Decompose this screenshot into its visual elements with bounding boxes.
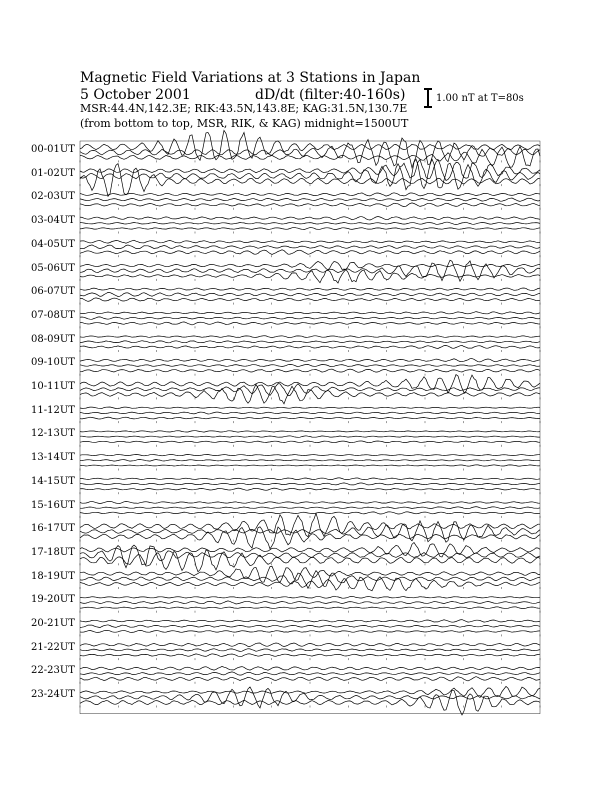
hour-label: 03-04UT [31,215,75,227]
trace-msr [80,217,540,221]
hour-label: 07-08UT [31,309,75,321]
trace-msr [80,336,540,338]
trace-rik [80,460,540,462]
trace-rik [80,601,540,604]
trace-rik [80,436,540,438]
trace-rik [80,138,540,168]
trace-msr [80,407,540,409]
trace-kag [80,203,540,207]
trace-kag [80,512,540,514]
trace-msr [80,359,540,362]
trace-msr [80,261,540,270]
trace-msr [80,193,540,196]
trace-rik [80,292,540,296]
trace-rik [80,222,540,224]
trace-kag [80,369,540,372]
trace-kag [80,384,540,403]
chart-title: Magnetic Field Variations at 3 Stations in Japan [80,70,421,86]
trace-msr [80,666,540,670]
trace-msr [80,240,540,243]
hour-label: 04-05UT [31,238,75,250]
trace-msr [80,478,540,480]
trace-kag [80,227,540,229]
trace-kag [80,164,540,197]
trace-msr [80,288,540,290]
trace-rik [80,507,540,509]
trace-kag [80,322,540,325]
trace-rik [80,341,540,343]
hour-label: 22-23UT [31,665,75,677]
hour-label: 16-17UT [31,523,75,535]
trace-msr [80,431,540,432]
hour-label: 20-21UT [31,618,75,629]
trace-rik [80,649,540,652]
hour-label: 21-22UT [31,641,75,653]
trace-rik [80,625,540,628]
hour-label: 12-13UT [31,428,75,440]
trace-kag [80,345,540,348]
hour-label: 02-03UT [31,191,75,203]
trace-rik [80,687,540,708]
hour-label: 09-10UT [31,357,75,369]
trace-kag [80,550,540,572]
hour-label: 13-14UT [31,452,75,464]
hour-label: 10-11UT [31,381,75,392]
hour-label: 18-19UT [31,570,75,582]
hour-label: 01-02UT [31,167,75,179]
trace-kag [80,298,540,302]
hour-label: 00-01UT [31,144,75,155]
trace-msr [80,596,540,598]
hour-label: 11-12UT [31,404,75,416]
hour-label: 17-18UT [31,546,75,558]
trace-kag [80,654,540,657]
trace-msr [80,455,540,456]
order-note: (from bottom to top, MSR, RIK, & KAG) midnight=1500UT [80,117,409,130]
scale-label: 1.00 nT at T=80s [436,93,524,104]
hour-label: 06-07UT [31,286,75,298]
trace-rik [80,260,540,281]
trace-rik [80,245,540,249]
trace-kag [80,690,540,715]
trace-rik [80,672,540,675]
trace-kag [80,630,540,632]
trace-msr [80,686,540,697]
trace-rik [80,198,540,201]
trace-kag [80,488,540,490]
trace-msr [80,643,540,647]
date-label: 5 October 2001 [80,87,191,103]
quantity-label: dD/dt (filter:40-160s) [255,87,406,103]
trace-kag [80,270,540,284]
hour-label: 15-16UT [31,499,75,511]
trace-rik [80,412,540,414]
trace-kag [80,441,540,443]
trace-kag [80,607,540,609]
trace-msr [80,312,540,314]
trace-rik [80,483,540,485]
trace-msr [80,620,540,623]
hour-label: 14-15UT [31,475,75,487]
trace-msr [80,501,540,503]
trace-kag [80,417,540,419]
hour-label: 05-06UT [31,262,75,274]
trace-rik [80,317,540,319]
stations-label: MSR:44.4N,142.3E; RIK:43.5N,143.8E; KAG:31.5N,130.7E [80,102,408,115]
trace-kag [80,677,540,681]
hour-label: 23-24UT [31,689,75,701]
hour-label: 08-09UT [31,333,75,345]
trace-kag [80,250,540,255]
trace-kag [80,465,540,466]
hour-label: 19-20UT [31,594,75,606]
trace-rik [80,364,540,366]
plot-frame [80,141,540,714]
